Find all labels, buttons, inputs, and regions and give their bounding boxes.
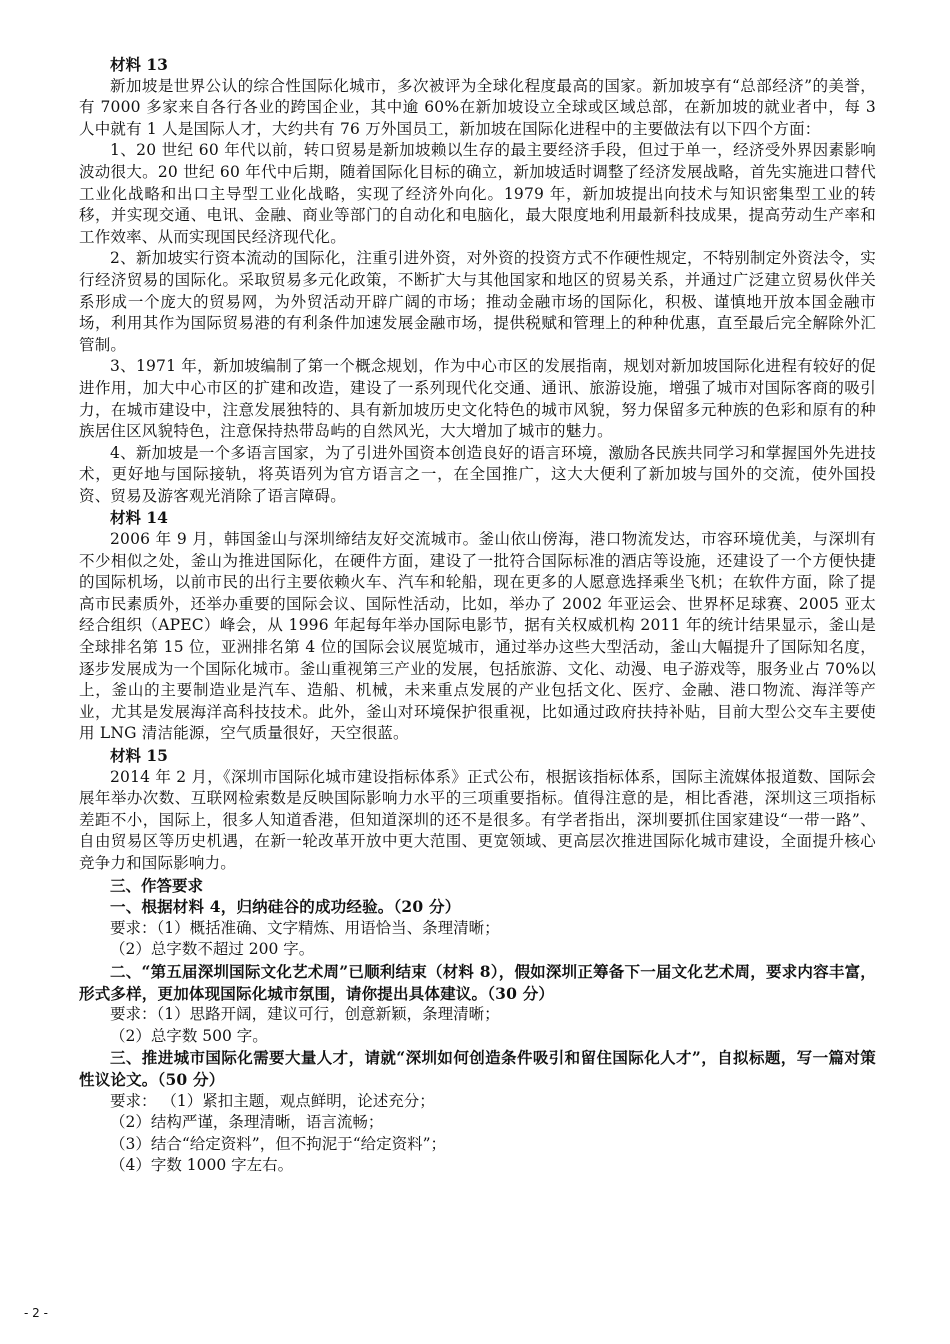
question-3-title: 三、推进城市国际化需要大量人才，请就“深圳如何创造条件吸引和留住国际化人才”，自拟标题，写一篇对策性议论文。（50 分） <box>79 1048 876 1089</box>
material-13-para-1: 新加坡是世界公认的综合性国际化城市，多次被评为全球化程度最高的国家。新加坡享有“总部经济”的美誉，有 7000 多家来自各行各业的跨国企业，其中逾 60%在新加坡设立全球或区域总部，在新加坡的就业者中，每 3 人中就有 1 人是国际人才，大约共有 76 万外国员工，新加坡在国际化进程中的主要做法有以下四个方面： <box>79 76 876 138</box>
material-13-para-3: 2、新加坡实行资本流动的国际化，注重引进外资，对外资的投资方式不作硬性规定，不特别制定外资法令，实行经济贸易的国际化。采取贸易多元化政策，不断扩大与其他国家和地区的贸易关系，并通过广泛建立贸易伙伴关系形成一个庞大的贸易网，为外贸活动开辟广阔的市场；推动金融市场的国际化，积极、谨慎地开放本国金融市场，利用其作为国际贸易港的有利条件加速发展金融市场，提供税赋和管理上的种种优惠，直至最后完全解除外汇管制。 <box>79 249 876 354</box>
question-3-req-3: （3）结合“给定资料”，但不拘泥于“给定资料”； <box>110 1134 447 1153</box>
material-14-para-1: 2006 年 9 月，韩国釜山与深圳缔结友好交流城市。釜山依山傍海，港口物流发达，市容环境优美，与深圳有不少相似之处，釜山为推进国际化，在硬件方面，建设了一批符合国际标准的酒店等设施，还建设了一个方便快捷的国际机场，以前市民的出行主要依赖火车、汽车和轮船，现在更多的人愿意选择乘坐飞机；在软件方面，除了提高市民素质外，还举办重要的国际会议、国际性活动，比如，举办了 2002 年亚运会、世界杯足球赛、2005 亚太经合组织（APEC）峰会，从 1996 年起每年举办国际电影节，据有关权威机构 2011 年的统计结果显示，釜山是全球排名第 15 位，亚洲排名第 4 位的国际会议展览城市，通过举办这些大型活动，釜山大幅提升了国际知名度，逐步发展成为一个国际化城市。釜山重视第三产业的发展，包括旅游、文化、动漫、电子游戏等，服务业占 70%以上，釜山的主要制造业是汽车、造船、机械，未来重点发展的产业包括文化、医疗、金融、港口物流、海洋等产业，尤其是发展海洋高科技技术。此外，釜山对环境保护很重视，比如通过政府扶持补贴，目前大型公交车主要使用 LNG 清洁能源，空气质量很好，天空很蓝。 <box>79 530 876 743</box>
question-3-req-4: （4）字数 1000 字左右。 <box>110 1156 294 1175</box>
question-3-req-2: （2）结构严谨，条理清晰，语言流畅； <box>110 1113 384 1132</box>
material-13-title: 材料 13 <box>110 55 168 74</box>
question-2-req-1: 要求：（1）思路开阔，建议可行，创意新颖，条理清晰； <box>110 1005 500 1024</box>
question-1-req-2: （2）总字数不超过 200 字。 <box>110 940 315 959</box>
material-14-title: 材料 14 <box>110 508 168 528</box>
material-15-para-1: 2014 年 2 月，《深圳市国际化城市建设指标体系》正式公布，根据该指标体系，国际主流媒体报道数、国际会展年举办次数、互联网检索数是反映国际影响力水平的三项重要指标。值得注意的是，相比香港，深圳这三项指标差距不小，国际上，很多人知道香港，但知道深圳的还不是很多。有学者指出，深圳要抓住国家建设“一带一路”、自由贸易区等历史机遇，在新一轮改革开放中更大范围、更宽领域、更高层次推进国际化城市建设，全面提升核心竞争力和国际影响力。 <box>79 767 876 872</box>
requirements-heading: 三、作答要求 <box>110 875 204 895</box>
material-13-para-4: 3、1971 年，新加坡编制了第一个概念规划，作为中心市区的发展指南，规划对新加坡国际化进程有较好的促进作用，加大中心市区的扩建和改造，建设了一系列现代化交通、通讯、旅游设施，增强了城市对国际客商的吸引力，在城市建设中，注意发展独特的、具有新加坡历史文化特色的城市风貌，努力保留多元种族的色彩和原有的种族居住区风貌特色，注意保持热带岛屿的自然风光，大大增加了城市的魅力。 <box>79 357 876 441</box>
question-1-req-1: 要求：（1）概括准确、文字精炼、用语恰当、条理清晰； <box>110 918 500 937</box>
document-body <box>79 54 876 1177</box>
material-15-title: 材料 15 <box>110 746 168 765</box>
question-3-req-1: 要求： （1）紧扣主题，观点鲜明，论述充分； <box>110 1091 435 1110</box>
question-1-title: 一、根据材料 4，归纳硅谷的成功经验。（20 分） <box>110 897 461 917</box>
material-13-para-5: 4、新加坡是一个多语言国家，为了引进外国资本创造良好的语言环境，激励各民族共同学习和掌握国外先进技术，更好地与国际接轨，将英语列为官方语言之一，在全国推广，这大大便利了新加坡与国外的交流，使外国投资、贸易及游客观光消除了语言障碍。 <box>79 443 876 505</box>
page-number: - 2 - <box>24 1306 48 1320</box>
question-2-title: 二、“第五届深圳国际文化艺术周”已顺利结束（材料 8），假如深圳正筹备下一届文化艺术周，要求内容丰富，形式多样，更加体现国际化城市氛围，请你提出具体建议。（30 分） <box>79 961 876 1003</box>
question-2-req-2: （2）总字数 500 字。 <box>110 1026 268 1045</box>
material-13-para-2: 1、20 世纪 60 年代以前，转口贸易是新加坡赖以生存的最主要经济手段，但过于单一，经济受外界因素影响波动很大。20 世纪 60 年代中后期，随着国际化目标的确立，新加坡适时调整了经济发展战略，首先实施进口替代工业化战略和出口主导型工业化战略，实现了经济外向化。1979 年，新加坡提出向技术与知识密集型工业的转移，并实现交通、电讯、金融、商业等部门的自动化和电脑化，最大限度地利用最新科技成果，提高劳动生产率和工作效率、从而实现国民经济现代化。 <box>79 141 876 246</box>
